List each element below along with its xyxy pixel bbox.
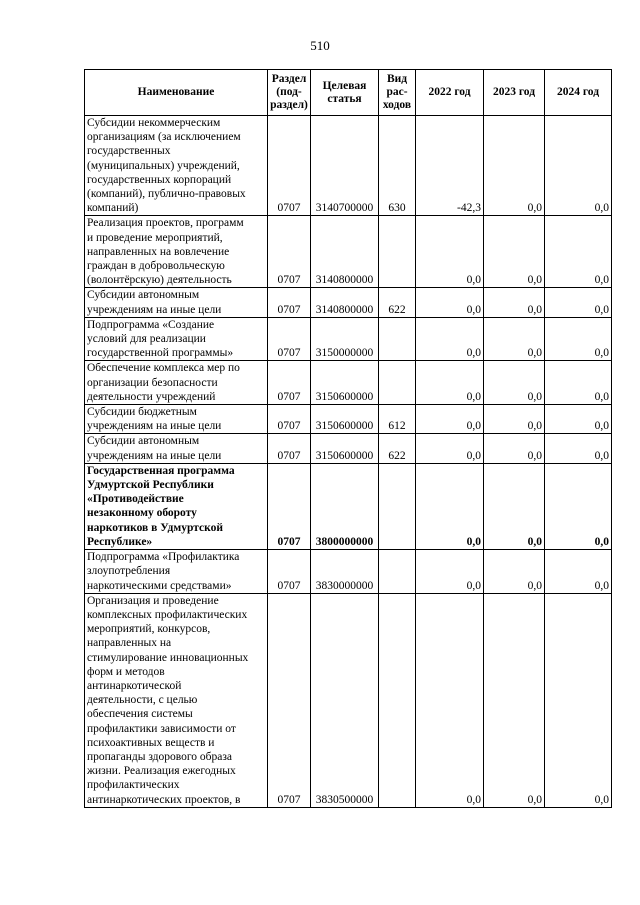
cell-2022: 0,0 [416,593,484,807]
table-row [85,116,612,216]
cell-2024: 0,0 [545,434,612,463]
cell-2022: 0,0 [416,317,484,361]
table-row [85,434,612,463]
cell-2023: 0,0 [484,593,545,807]
header-section: Раздел (под- раздел) [268,70,311,116]
cell-target: 3830000000 [311,550,379,594]
header-target: Целевая статья [311,70,379,116]
cell-2023: 0,0 [484,434,545,463]
cell-expense: 630 [379,116,416,216]
cell-name: Субсидии автономным учреждениям на иные цели [85,434,268,463]
cell-2024: 0,0 [545,361,612,405]
header-2022: 2022 год [416,70,484,116]
cell-target: 3150000000 [311,317,379,361]
header-2024: 2024 год [545,70,612,116]
header-name: Наименование [85,70,268,116]
cell-section: 0707 [268,216,311,288]
cell-section: 0707 [268,463,311,549]
cell-target: 3140800000 [311,216,379,288]
cell-2022: 0,0 [416,463,484,549]
cell-2024: 0,0 [545,288,612,317]
cell-expense [379,317,416,361]
cell-2022: 0,0 [416,216,484,288]
cell-2024: 0,0 [545,593,612,807]
cell-2022: 0,0 [416,288,484,317]
cell-2024: 0,0 [545,116,612,216]
cell-2023: 0,0 [484,116,545,216]
cell-2022: -42,3 [416,116,484,216]
cell-target: 3140700000 [311,116,379,216]
table-row [85,593,612,807]
cell-section: 0707 [268,288,311,317]
cell-2023: 0,0 [484,463,545,549]
cell-expense [379,593,416,807]
cell-section: 0707 [268,317,311,361]
cell-expense [379,550,416,594]
cell-section: 0707 [268,434,311,463]
header-row [85,70,612,116]
cell-target: 3150600000 [311,405,379,434]
cell-2022: 0,0 [416,550,484,594]
header-2023: 2023 год [484,70,545,116]
cell-2023: 0,0 [484,317,545,361]
cell-2023: 0,0 [484,288,545,317]
cell-name: Обеспечение комплекса мер по организации безопасности деятельности учреждений [85,361,268,405]
cell-expense [379,463,416,549]
budget-table [84,69,612,808]
cell-2023: 0,0 [484,550,545,594]
cell-target: 3800000000 [311,463,379,549]
cell-2023: 0,0 [484,405,545,434]
cell-2024: 0,0 [545,216,612,288]
cell-expense [379,216,416,288]
table-row [85,361,612,405]
cell-expense: 622 [379,288,416,317]
cell-name: Организация и проведение комплексных профилактических мероприятий, конкурсов, направленных на стимулирование инновационных форм и методов антинаркотической деятельности, с целью обеспечения системы профилактики зависимости от психоактивных веществ и пропаганды здорового образа жизни. Реализация ежегодных профилактических антинаркотических проектов, в [85,593,268,807]
table-row [85,463,612,549]
cell-target: 3140800000 [311,288,379,317]
cell-name: Субсидии бюджетным учреждениям на иные цели [85,405,268,434]
cell-name: Подпрограмма «Создание условий для реализации государственной программы» [85,317,268,361]
cell-2024: 0,0 [545,405,612,434]
table-row [85,317,612,361]
cell-target: 3150600000 [311,434,379,463]
header-expense: Вид рас- ходов [379,70,416,116]
cell-target: 3830500000 [311,593,379,807]
cell-2024: 0,0 [545,550,612,594]
cell-2022: 0,0 [416,361,484,405]
table-row [85,216,612,288]
cell-section: 0707 [268,405,311,434]
cell-2023: 0,0 [484,361,545,405]
cell-name: Субсидии некоммерческим организациям (за исключением государственных (муниципальных) учреждений, государственных корпораций (компаний), публично-правовых компаний) [85,116,268,216]
cell-expense: 612 [379,405,416,434]
cell-section: 0707 [268,593,311,807]
table-row [85,550,612,594]
cell-2024: 0,0 [545,463,612,549]
cell-2022: 0,0 [416,434,484,463]
cell-2024: 0,0 [545,317,612,361]
cell-expense [379,361,416,405]
cell-name: Государственная программа Удмуртской Республики «Противодействие незаконному обороту наркотиков в Удмуртской Республике» [85,463,268,549]
cell-section: 0707 [268,116,311,216]
cell-2023: 0,0 [484,216,545,288]
table-row [85,288,612,317]
cell-section: 0707 [268,550,311,594]
cell-name: Субсидии автономным учреждениям на иные цели [85,288,268,317]
page-number: 510 [310,38,330,53]
table-row [85,405,612,434]
cell-name: Реализация проектов, программ и проведение мероприятий, направленных на вовлечение граждан в добровольческую (волонтёрскую) деятельность [85,216,268,288]
cell-2022: 0,0 [416,405,484,434]
cell-expense: 622 [379,434,416,463]
cell-target: 3150600000 [311,361,379,405]
cell-section: 0707 [268,361,311,405]
cell-name: Подпрограмма «Профилактика злоупотребления наркотическими средствами» [85,550,268,594]
